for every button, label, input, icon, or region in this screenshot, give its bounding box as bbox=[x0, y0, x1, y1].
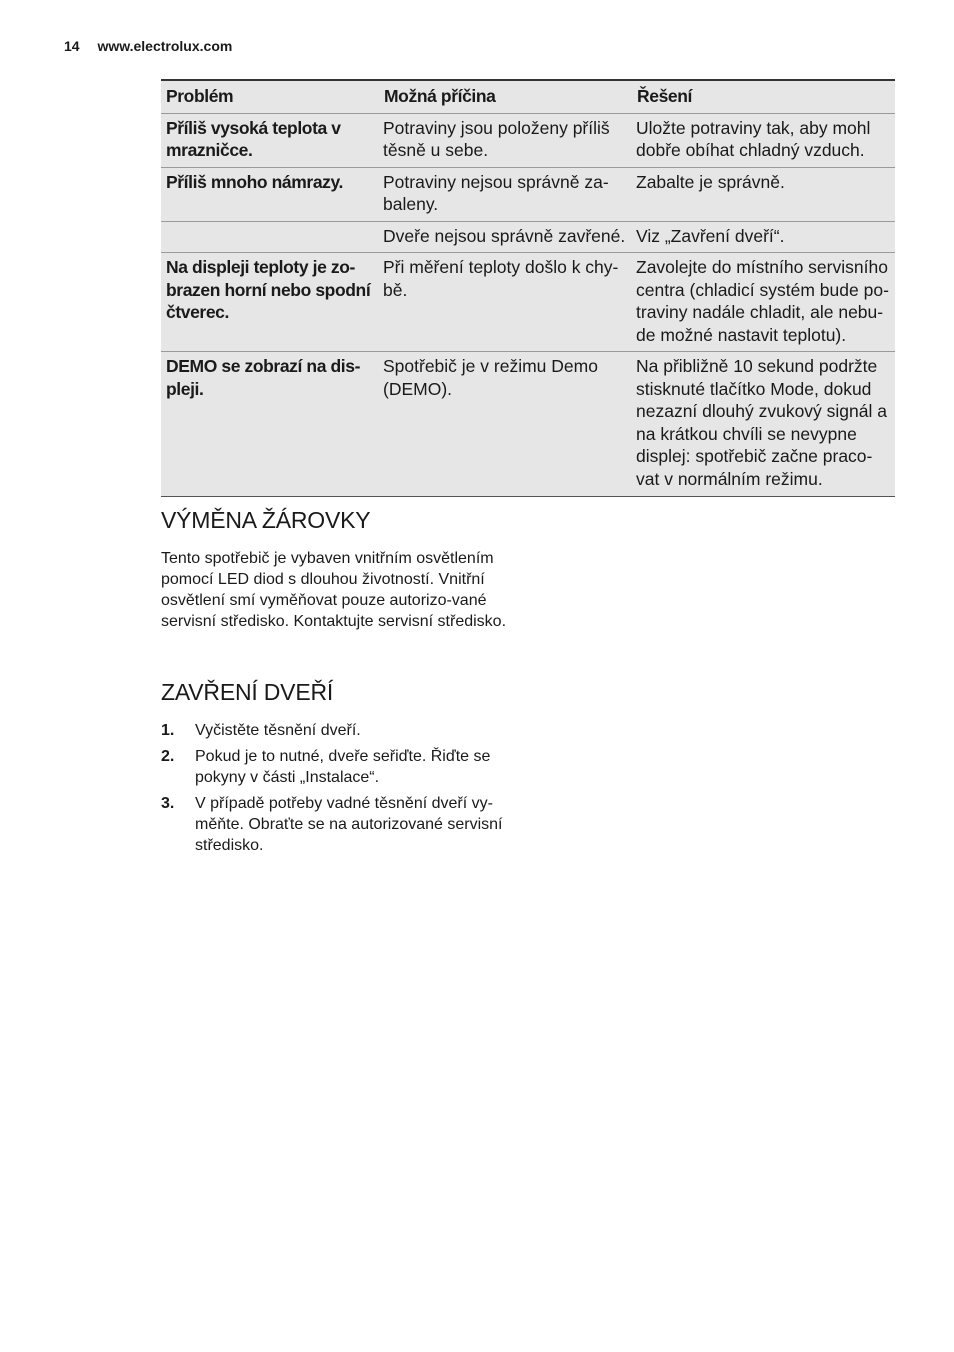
step-text: Pokud je to nutné, dveře seřiďte. Řiďte se pokyny v části „Instalace“. bbox=[195, 748, 491, 786]
list-item bbox=[161, 793, 511, 856]
solution-cell: Zabalte je správně. bbox=[632, 167, 895, 221]
problem-cell: Na displeji teploty je zo-brazen horní nebo spodní čtverec. bbox=[161, 253, 379, 352]
column-header-cause: Možná příčina bbox=[379, 80, 632, 113]
problem-cell bbox=[161, 221, 379, 253]
solution-cell: Na přibližně 10 sekund podržte stisknuté tlačítko Mode, dokud nezazní dlouhý zvukový signál a na krátkou chvíli se nevypne displej: spotřebič začne praco-vat v normálním režimu. bbox=[632, 352, 895, 497]
troubleshooting-table bbox=[161, 79, 895, 497]
page-header bbox=[64, 38, 232, 54]
step-number: 3. bbox=[161, 795, 175, 812]
column-header-solution: Řešení bbox=[632, 80, 895, 113]
table-row bbox=[161, 167, 895, 221]
website-url: www.electrolux.com bbox=[97, 38, 233, 54]
step-text: Vyčistěte těsnění dveří. bbox=[195, 722, 361, 739]
bulb-section-paragraph: Tento spotřebič je vybaven vnitřním osvětlením pomocí LED diod s dlouhou životností. Vnitřní osvětlení smí vyměňovat pouze autorizo-vané servisní středisko. Kontaktujte servisní středisko. bbox=[161, 550, 507, 630]
step-text: V případě potřeby vadné těsnění dveří vy-měňte. Obraťte se na autorizované servisní středisko. bbox=[195, 795, 503, 854]
cause-cell: Dveře nejsou správně zavřené. bbox=[379, 221, 632, 253]
table-row bbox=[161, 253, 895, 352]
table-header-row bbox=[161, 80, 895, 113]
table-row bbox=[161, 352, 895, 497]
list-item bbox=[161, 746, 511, 788]
problem-cell: Příliš mnoho námrazy. bbox=[161, 167, 379, 221]
cause-cell: Při měření teploty došlo k chy-bě. bbox=[379, 253, 632, 352]
bulb-section-title: VÝMĚNA ŽÁROVKY bbox=[161, 507, 371, 533]
solution-cell: Uložte potraviny tak, aby mohl dobře obíhat chladný vzduch. bbox=[632, 113, 895, 167]
cause-cell: Potraviny jsou položeny příliš těsně u sebe. bbox=[379, 113, 632, 167]
door-section-title: ZAVŘENÍ DVEŘÍ bbox=[161, 679, 334, 705]
solution-cell: Zavolejte do místního servisního centra (chladicí systém bude po-traviny nadále chladit, ale nebu-de možné nastavit teplotu). bbox=[632, 253, 895, 352]
cause-cell: Spotřebič je v režimu Demo (DEMO). bbox=[379, 352, 632, 497]
column-header-problem: Problém bbox=[161, 80, 379, 113]
solution-cell: Viz „Zavření dveří“. bbox=[632, 221, 895, 253]
cause-cell: Potraviny nejsou správně za-baleny. bbox=[379, 167, 632, 221]
table-row bbox=[161, 221, 895, 253]
list-item bbox=[161, 720, 511, 741]
step-number: 2. bbox=[161, 748, 175, 765]
problem-cell: DEMO se zobrazí na dis-pleji. bbox=[161, 352, 379, 497]
step-number: 1. bbox=[161, 722, 175, 739]
door-steps-list bbox=[161, 720, 511, 861]
table-row bbox=[161, 113, 895, 167]
page-number: 14 bbox=[64, 38, 80, 54]
problem-cell: Příliš vysoká teplota v mrazničce. bbox=[161, 113, 379, 167]
